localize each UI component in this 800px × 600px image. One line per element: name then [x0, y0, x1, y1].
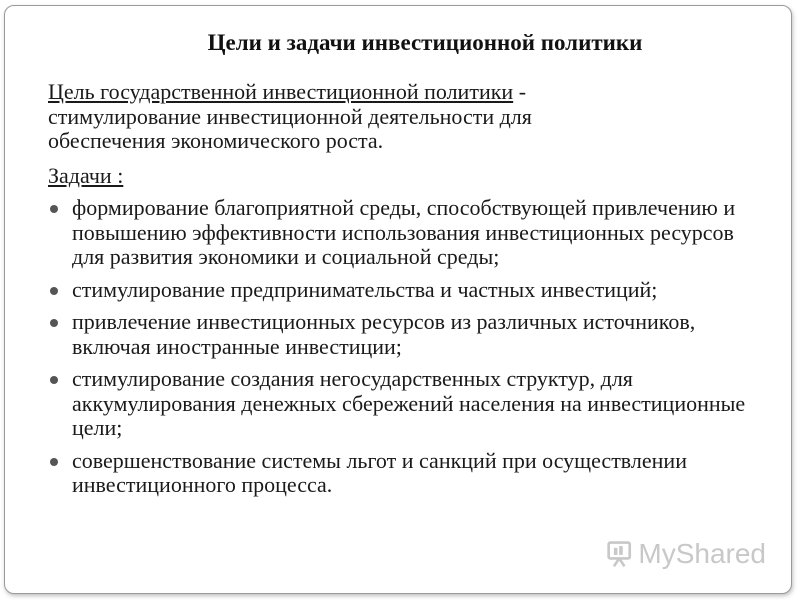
task-text: стимулирование предпринимательства и частных инвестиций;	[72, 276, 658, 302]
task-text: совершенствование системы льгот и санкций при осуществлении инвестиционного процесса.	[72, 447, 687, 497]
list-item	[48, 367, 768, 441]
task-text: стимулирование создания негосударственных структур, для аккумулирования денежных сбережений населения на инвестиционные цели;	[72, 366, 746, 440]
slide-body	[48, 80, 768, 506]
bullet-icon	[50, 376, 58, 384]
tasks-list	[48, 196, 768, 498]
list-item	[48, 278, 768, 303]
watermark	[606, 534, 766, 574]
goal-separator: -	[513, 79, 527, 104]
list-item	[48, 449, 768, 498]
goal-line-2: стимулирование инвестиционной деятельности для	[48, 103, 532, 129]
goal-paragraph	[48, 80, 768, 154]
bullet-icon	[50, 205, 58, 213]
slide-title: Цели и задачи инвестиционной политики	[207, 30, 643, 55]
bullet-icon	[50, 319, 58, 327]
goal-label: Цель государственной инвестиционной политики	[48, 79, 514, 104]
bullet-icon	[50, 287, 58, 295]
presentation-board-icon	[606, 538, 632, 570]
task-text: формирование благоприятной среды, способствующей привлечению и повышению эффективности использования инвестиционных ресурсов для развития экономики и социальной среды;	[72, 195, 736, 269]
task-text: привлечение инвестиционных ресурсов из различных источников, включая иностранные инвестиции;	[72, 309, 696, 359]
list-item	[48, 310, 768, 359]
watermark-text: MyShared	[638, 538, 766, 569]
tasks-label: Задачи :	[48, 162, 124, 188]
list-item	[48, 196, 768, 270]
bullet-icon	[50, 458, 58, 466]
goal-line-3: обеспечения экономического роста.	[48, 128, 384, 153]
